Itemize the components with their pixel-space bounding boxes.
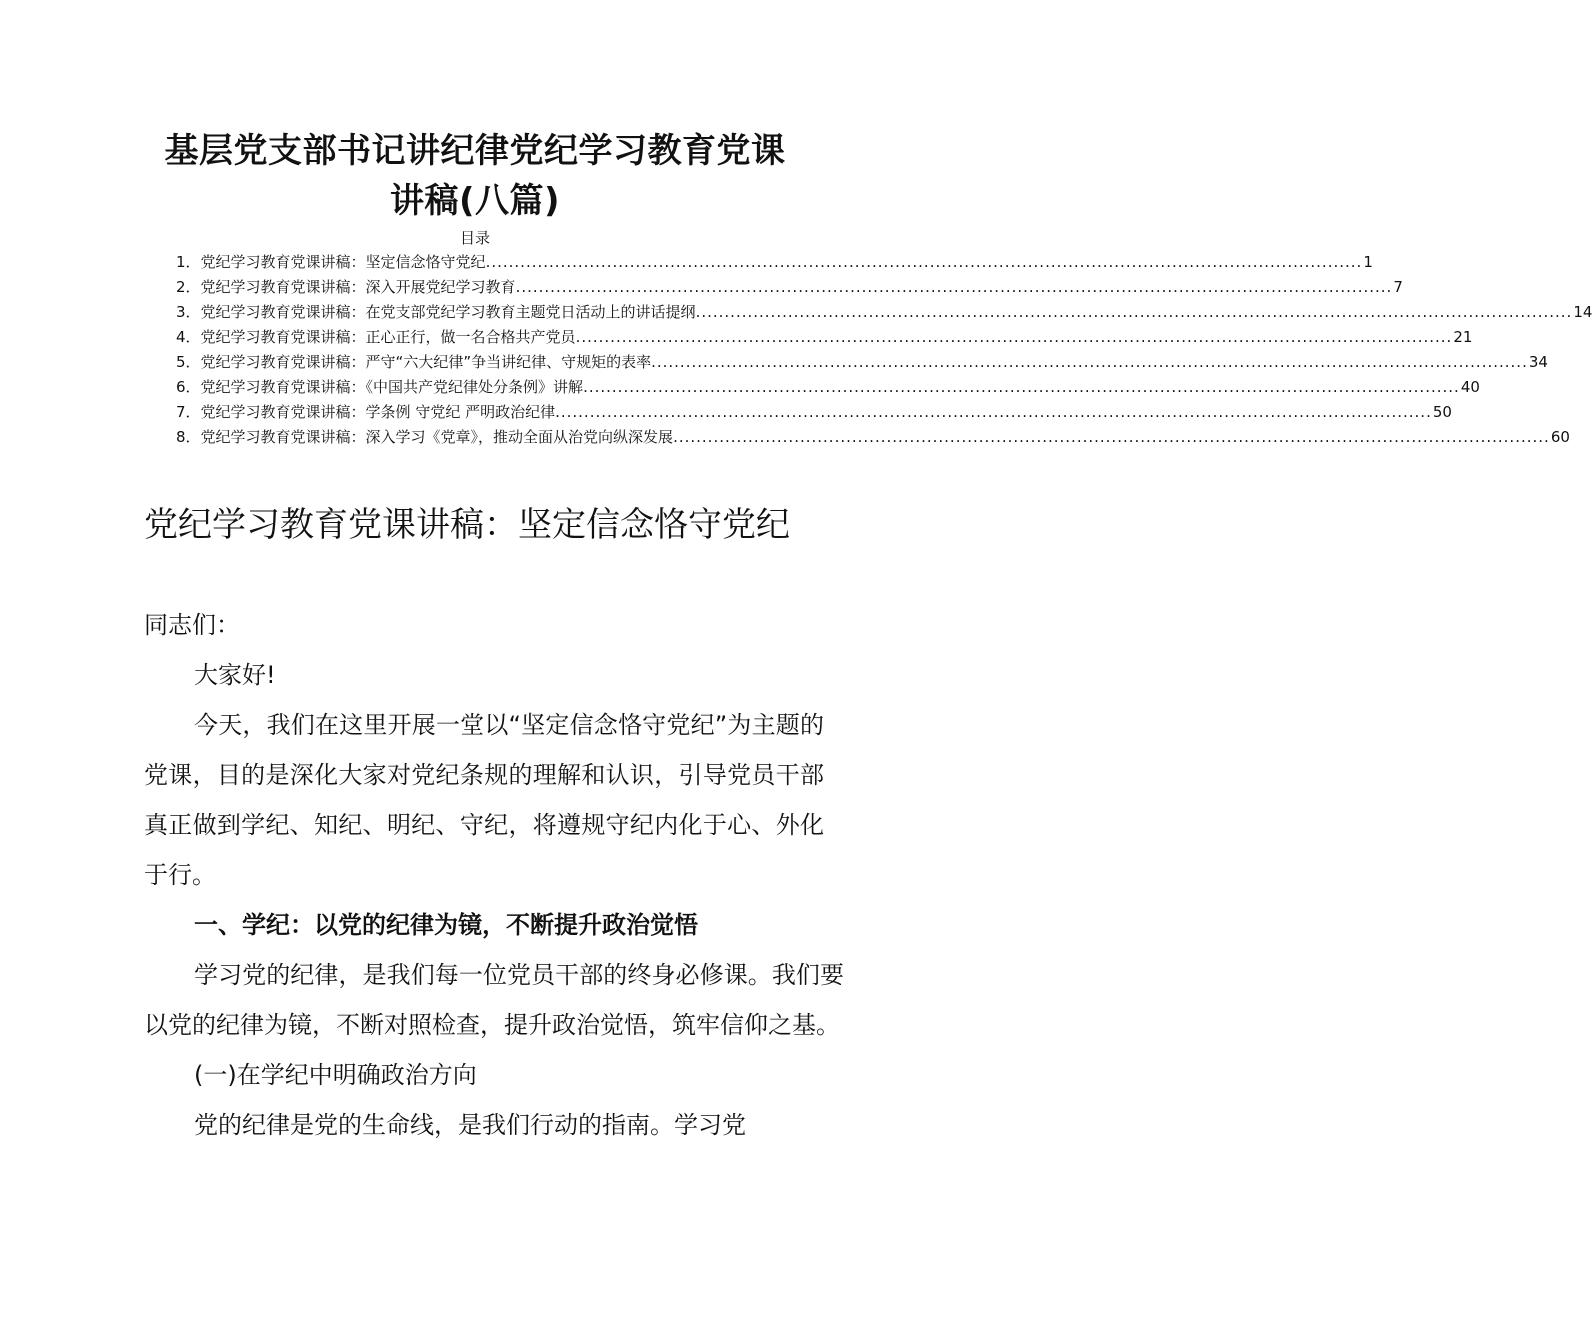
document-title-line-2: 讲稿(八篇) — [389, 181, 561, 221]
toc-entry-number: 5． — [176, 353, 201, 371]
document-title — [140, 126, 810, 226]
salutation: 同志们： — [144, 611, 240, 639]
toc-entry-5[interactable] — [176, 350, 1548, 375]
toc-entry-number: 4． — [176, 328, 201, 346]
toc-entry-number: 7． — [176, 403, 201, 421]
toc-leader-dots — [555, 400, 1432, 425]
toc-entry-text: 党纪学习教育党课讲稿：正心正行，做一名合格共产党员 — [200, 328, 576, 346]
toc-leader-dots — [651, 350, 1528, 375]
toc-entry-page: 7 — [1393, 278, 1403, 296]
toc-entry-text: 党纪学习教育党课讲稿：严守“六大纪律”争当讲纪律、守规矩的表率 — [200, 353, 652, 371]
toc-entry-3[interactable] — [176, 300, 1592, 325]
paragraph-study-discipline: 学习党的纪律，是我们每一位党员干部的终身必修课。我们要以党的纪律为镜，不断对照检查，提升政治觉悟，筑牢信仰之基。 — [144, 961, 844, 1039]
greeting: 大家好! — [194, 661, 276, 689]
section-title: 党纪学习教育党课讲稿：坚定信念恪守党纪 — [144, 505, 790, 545]
toc-entry-page: 21 — [1453, 328, 1473, 346]
toc-leader-dots — [673, 425, 1550, 450]
heading-subsection-1: (一)在学纪中明确政治方向 — [194, 1061, 477, 1089]
toc-entry-number: 1． — [176, 253, 201, 271]
toc-leader-dots — [583, 375, 1460, 400]
toc-entry-page: 14 — [1573, 303, 1592, 321]
document-title-line-1: 基层党支部书记讲纪律党纪学习教育党课 — [164, 131, 786, 171]
toc-heading: 目录 — [459, 229, 490, 247]
paragraph-intro: 今天，我们在这里开展一堂以“坚定信念恪守党纪”为主题的党课，目的是深化大家对党纪条规的理解和认识，引导党员干部真正做到学纪、知纪、明纪、守纪，将遵规守纪内化于心、外化于行。 — [144, 711, 824, 889]
toc-entry-number: 2． — [176, 278, 201, 296]
toc-entry-2[interactable] — [176, 275, 1403, 300]
toc-entry-page: 40 — [1460, 378, 1480, 396]
toc-entry-7[interactable] — [176, 400, 1452, 425]
document-body — [144, 600, 844, 1150]
toc-entry-text: 党纪学习教育党课讲稿：深入开展党纪学习教育 — [200, 278, 516, 296]
toc-entry-page: 60 — [1550, 428, 1570, 446]
toc-entry-1[interactable] — [176, 250, 1373, 275]
toc-entry-text: 党纪学习教育党课讲稿：坚定信念恪守党纪 — [200, 253, 486, 271]
toc-entry-4[interactable] — [176, 325, 1473, 350]
toc-entry-page: 34 — [1528, 353, 1548, 371]
toc-entry-number: 3． — [176, 303, 201, 321]
toc-leader-dots — [516, 275, 1393, 300]
toc-entry-text: 党纪学习教育党课讲稿：在党支部党纪学习教育主题党日活动上的讲话提纲 — [200, 303, 696, 321]
toc-entry-text: 党纪学习教育党课讲稿：学条例 守党纪 严明政治纪律 — [200, 403, 556, 421]
toc-entry-6[interactable] — [176, 375, 1480, 400]
toc-entry-page: 50 — [1432, 403, 1452, 421]
toc-entry-number: 8． — [176, 428, 201, 446]
paragraph-political-direction: 党的纪律是党的生命线，是我们行动的指南。学习党 — [194, 1111, 746, 1139]
toc-entry-number: 6． — [176, 378, 201, 396]
toc-entry-page: 1 — [1363, 253, 1373, 271]
toc-leader-dots — [486, 250, 1363, 275]
toc-entry-8[interactable] — [176, 425, 1570, 450]
toc-leader-dots — [696, 300, 1573, 325]
table-of-contents — [176, 250, 1592, 450]
toc-entry-text: 党纪学习教育党课讲稿：《中国共产党纪律处分条例》讲解 — [200, 378, 584, 396]
toc-leader-dots — [576, 325, 1453, 350]
heading-section-1: 一、学纪：以党的纪律为镜，不断提升政治觉悟 — [194, 911, 698, 939]
toc-entry-text: 党纪学习教育党课讲稿：深入学习《党章》，推动全面从治党向纵深发展 — [200, 428, 674, 446]
